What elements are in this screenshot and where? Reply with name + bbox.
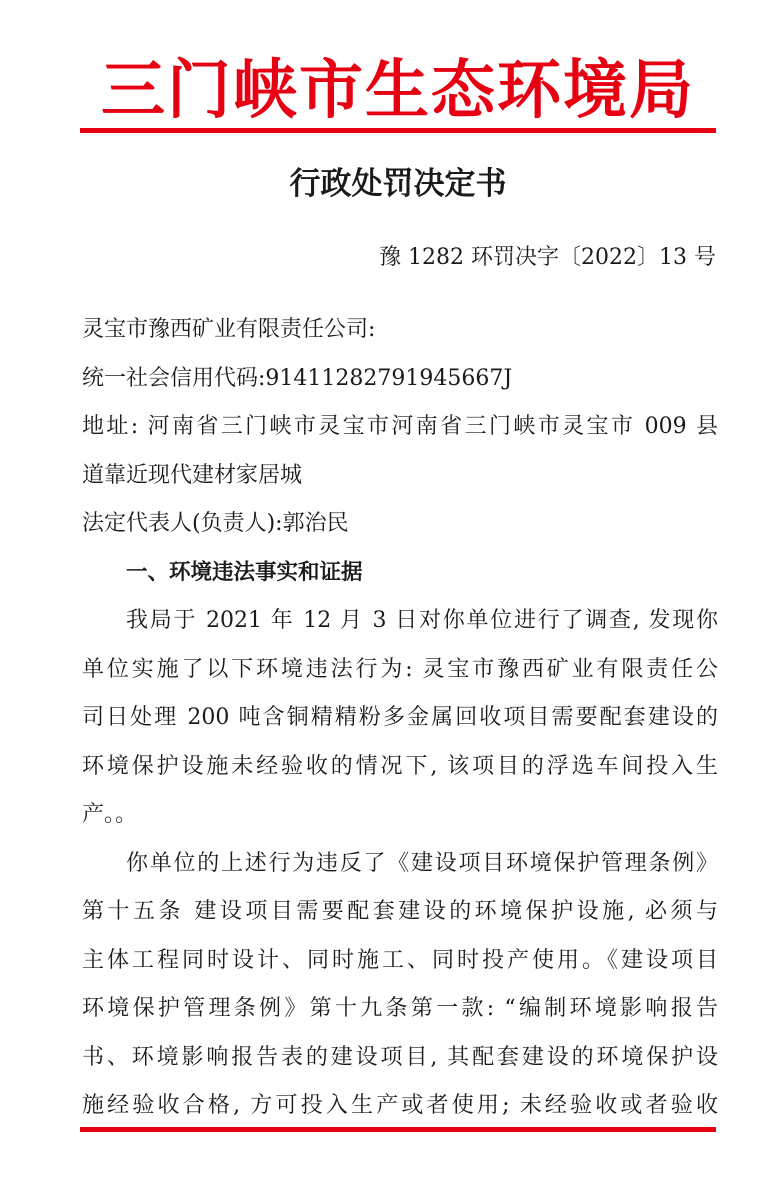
- footer-red-rule: [80, 1127, 716, 1132]
- paragraph-line: 我局于 2021 年 12 月 3 日对你单位进行了调查, 发现你: [126, 608, 718, 633]
- paragraph-line: 书、环境影响报告表的建设项目, 其配套建设的环境保护设: [82, 1044, 718, 1070]
- document-body: [82, 306, 718, 1131]
- agency-header: 三门峡市生态环境局: [101, 53, 695, 128]
- paragraph-line: 单位实施了以下环境违法行为: 灵宝市豫西矿业有限责任公: [82, 656, 718, 682]
- document-title: 行政处罚决定书: [289, 166, 507, 202]
- paragraph-line: 施经验收合格, 方可投入生产或者使用; 未经验收或者验收: [82, 1093, 718, 1118]
- paragraph-line: 产。。: [82, 802, 138, 827]
- party-address-line-1: 地址: 河南省三门峡市灵宝市河南省三门峡市灵宝市 009 县: [82, 414, 718, 439]
- paragraph-line: 环境保护设施未经验收的情况下, 该项目的浮选车间投入生: [82, 753, 718, 779]
- document-number: 豫 1282 环罚决字〔2022〕13 号: [379, 245, 716, 270]
- paragraph-line: 你单位的上述行为违反了《建设项目环境保护管理条例》: [126, 850, 718, 876]
- paragraph-line: 主体工程同时设计、同时施工、同时投产使用。《建设项目: [82, 947, 718, 973]
- header-red-rule: [80, 128, 716, 133]
- party-legal-representative: 法定代表人(负责人):郭治民: [82, 511, 349, 536]
- party-company: 灵宝市豫西矿业有限责任公司:: [82, 317, 376, 342]
- paragraph-line: 司日处理 200 吨含铜精精粉多金属回收项目需要配套建设的: [82, 705, 718, 730]
- party-credit-code: 统一社会信用代码:91411282791945667J: [82, 365, 513, 391]
- party-address-line-2: 道靠近现代建材家居城: [82, 462, 303, 488]
- section-heading: 一、环境违法事实和证据: [126, 559, 363, 585]
- paragraph-line: 第十五条 建设项目需要配套建设的环境保护设施, 必须与: [82, 899, 718, 924]
- paragraph-line: 环境保护管理条例》第十九条第一款: “编制环境影响报告: [82, 996, 718, 1021]
